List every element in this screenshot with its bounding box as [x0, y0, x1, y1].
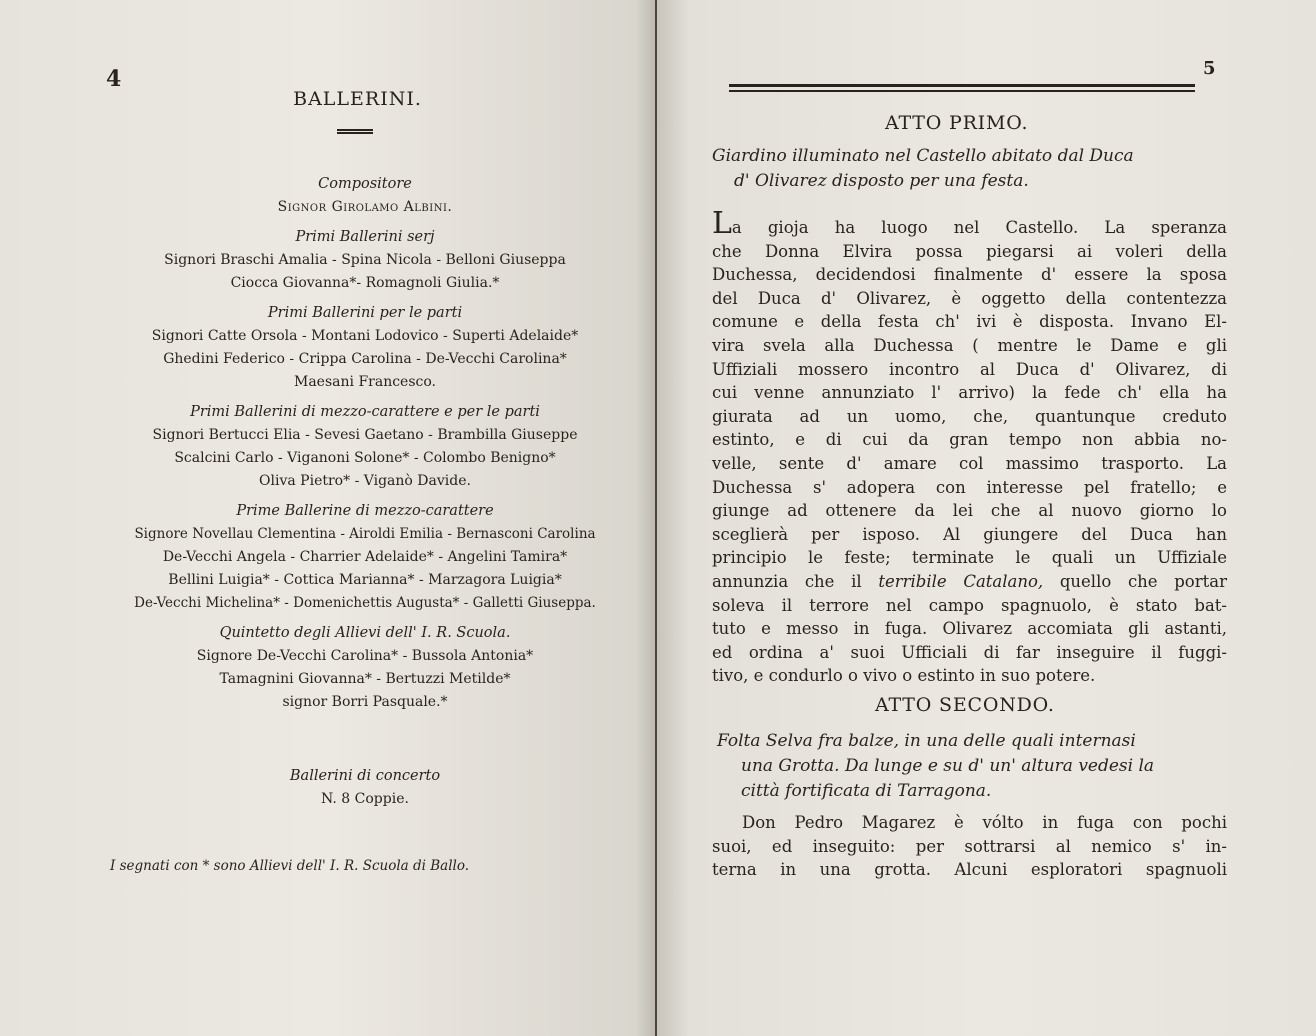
group-heading: Primi Ballerini per le parti: [267, 305, 463, 321]
text-line: comune e della festa ch' ivi è disposta. Invano El-: [712, 312, 1227, 332]
group-block: [95, 499, 635, 615]
group-line: Oliva Pietro* - Viganò Davide.: [259, 473, 471, 489]
composer-name-text: Signor Girolamo Albini.: [277, 199, 453, 215]
composer-heading: Compositore: [318, 176, 412, 192]
left-page: [0, 0, 655, 1036]
text-line: Duchessa, decidendosi finalmente d' essere la sposa: [712, 265, 1227, 285]
text-line: soleva il terrore nel campo spagnuolo, è stato bat-: [712, 595, 1227, 615]
dancer-roster: [95, 172, 635, 720]
group-line: Ghedini Federico - Crippa Carolina - De-Vecchi Carolina*: [163, 351, 567, 367]
group-line: signor Borri Pasquale.*: [282, 694, 448, 710]
group-heading: Primi Ballerini di mezzo-carattere e per le parti: [190, 404, 540, 420]
page-number-right: 5: [1203, 58, 1216, 79]
composer-block: [95, 172, 635, 219]
group-heading: Prime Ballerine di mezzo-carattere: [236, 503, 494, 519]
group-line: Signore Novellau Clementina - Airoldi Emilia - Bernasconi Carolina: [134, 526, 596, 542]
group-line: Tamagnini Giovanna* - Bertuzzi Metilde*: [219, 671, 511, 687]
concerto-line: N. 8 Coppie.: [321, 791, 409, 807]
group-line: Signori Catte Orsola - Montani Lodovico - Superti Adelaide*: [151, 328, 579, 344]
group-block: [95, 301, 635, 394]
scene-line: d' Olivarez disposto per una festa.: [734, 171, 1029, 191]
text-line: vira svela alla Duchessa ( mentre le Dame e gli: [712, 335, 1227, 355]
text-line: che Donna Elvira possa piegarsi ai voleri della: [712, 241, 1227, 261]
scene-line: Folta Selva fra balze, in una delle quali internasi: [717, 731, 1136, 751]
concerto-heading: Ballerini di concerto: [289, 768, 441, 784]
header-double-rule: [729, 84, 1195, 92]
act-one-text: [712, 206, 1227, 688]
group-line: Signori Bertucci Elia - Sevesi Gaetano - Brambilla Giuseppe: [152, 427, 578, 443]
group-line: Signore De-Vecchi Carolina* - Bussola Antonia*: [196, 648, 534, 664]
page-title: BALLERINI.: [293, 88, 422, 110]
text-line: suoi, ed inseguito: per sottrarsi al nemico s' in-: [712, 836, 1227, 856]
group-block: [95, 225, 635, 295]
text-line: del Duca d' Olivarez, è oggetto della contentezza: [712, 288, 1227, 308]
text-line: ed ordina a' suoi Ufficiali di far inseguire il fuggi-: [712, 642, 1227, 662]
scene-line: Giardino illuminato nel Castello abitato dal Duca: [712, 146, 1134, 166]
group-block: [95, 400, 635, 493]
group-block: [95, 621, 635, 714]
text-line: Uffiziali mossero incontro al Duca d' Olivarez, di: [712, 359, 1227, 379]
text-line: Don Pedro Magarez è vólto in fuga con pochi: [742, 813, 1227, 832]
text-line: giunge ad ottenere da lei che al nuovo giorno lo: [712, 501, 1227, 521]
right-page: [657, 0, 1316, 1036]
scene-line: una Grotta. Da lunge e su d' un' altura vedesi la: [741, 756, 1155, 776]
act-two-title: ATTO SECONDO.: [875, 694, 1055, 716]
concerto-block: [95, 764, 635, 811]
group-line: De-Vecchi Michelina* - Domenichettis Augusta* - Galletti Giuseppa.: [134, 595, 596, 611]
group-heading: Primi Ballerini serj: [295, 229, 435, 245]
text-line: sceglierà per isposo. Al giungere del Duca han: [712, 524, 1227, 544]
text-line: tivo, e condurlo o vivo o estinto in suo potere.: [712, 666, 1096, 686]
text-line: estinto, e di cui da gran tempo non abbia no-: [712, 430, 1227, 450]
text-line: [712, 570, 1227, 594]
text-line: cui venne annunziato l' arrivo) la fede ch' ella ha: [712, 383, 1227, 403]
text-line: [712, 206, 1227, 241]
text-line: velle, sente d' amare col massimo trasporto. La: [712, 453, 1227, 473]
act-one-scene: [712, 144, 1227, 194]
text-segment: quello che portar: [1043, 571, 1227, 591]
group-heading: Quintetto degli Allievi dell' I. R. Scuola.: [219, 625, 511, 641]
footnote: I segnati con * sono Allievi dell' I. R. Scuola di Ballo.: [110, 858, 470, 874]
group-line: De-Vecchi Angela - Charrier Adelaide* - Angelini Tamira*: [162, 549, 568, 565]
group-line: Scalcini Carlo - Viganoni Solone* - Colombo Benigno*: [174, 450, 556, 466]
group-line: Maesani Francesco.: [294, 374, 436, 390]
group-line: Bellini Luigia* - Cottica Marianna* - Marzagora Luigia*: [168, 572, 562, 588]
act-two-scene: [717, 729, 1237, 804]
composer-name: [95, 196, 635, 219]
page-number-left: 4: [106, 66, 122, 92]
act-two-text: [712, 811, 1227, 882]
text-line: terna in una grotta. Alcuni esploratori spagnuoli: [712, 860, 1227, 880]
text-line: Duchessa s' adopera con interesse pel fratello; e: [712, 477, 1227, 497]
group-line: Signori Braschi Amalia - Spina Nicola - Belloni Giuseppa: [164, 252, 566, 268]
text-line-content: a gioja ha luogo nel Castello. La speranza: [731, 218, 1227, 237]
text-segment-italic: terribile Catalano,: [878, 571, 1044, 591]
text-line: principio le feste; terminate le quali un Uffiziale: [712, 548, 1227, 568]
text-line: giurata ad un uomo, che, quantunque creduto: [712, 406, 1227, 426]
group-line: Ciocca Giovanna*- Romagnoli Giulia.*: [230, 275, 500, 291]
act-one-title: ATTO PRIMO.: [885, 112, 1029, 134]
text-segment: annunzia che il: [712, 571, 879, 591]
text-line: tuto e messo in fuga. Olivarez accomiata gli astanti,: [712, 619, 1227, 639]
scene-line: città fortificata di Tarragona.: [741, 781, 992, 801]
drop-cap: L: [712, 206, 732, 241]
title-rule: [337, 129, 373, 134]
